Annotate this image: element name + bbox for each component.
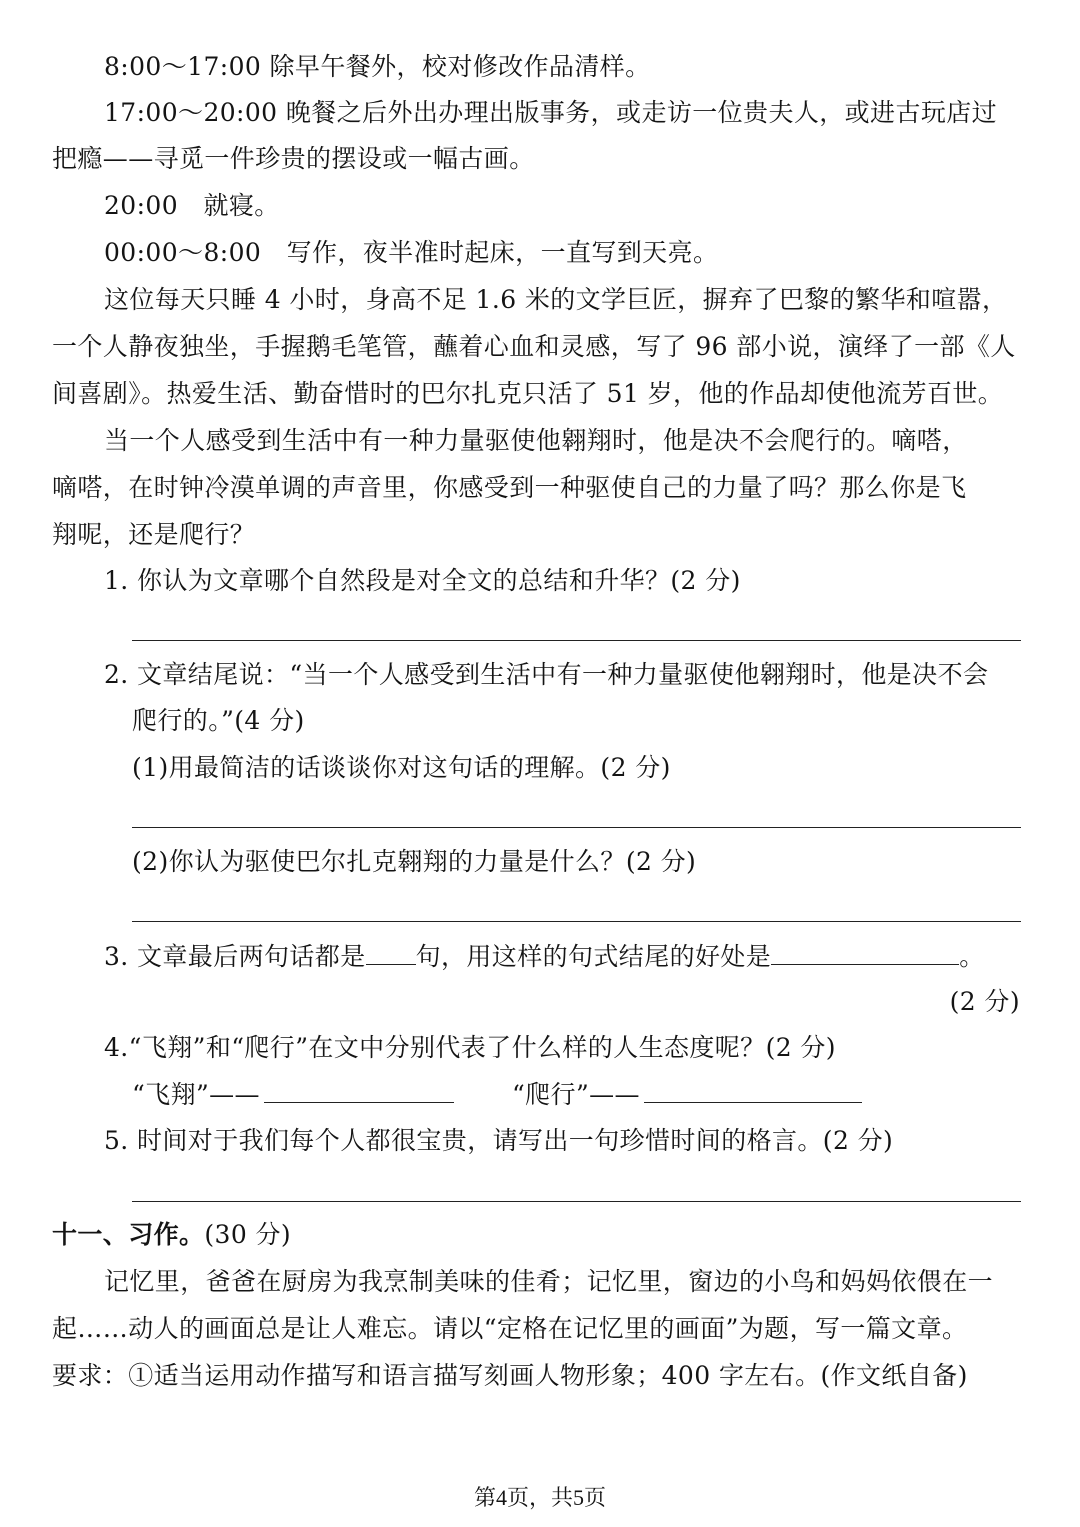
paragraph-line: 翔呢，还是爬行？: [52, 520, 256, 549]
question-4: 4.“飞翔”和“爬行”在文中分别代表了什么样的人生态度呢？(2 分): [104, 1033, 836, 1062]
question-2-cont: 爬行的。”(4 分): [132, 706, 305, 735]
schedule-line: 把瘾——寻觅一件珍贵的摆设或一幅古画。: [52, 144, 535, 173]
schedule-line: 00:00～8:00 写作，夜半准时起床，一直写到天亮。: [104, 238, 719, 267]
essay-prompt-line: 起……动人的画面总是让人难忘。请以“定格在记忆里的画面”为题，写一篇文章。: [52, 1314, 968, 1343]
answer-line-q1[interactable]: [132, 640, 1021, 641]
q4-crawl-label: “爬行”——: [511, 1080, 640, 1109]
question-3-part-2: 句，用这样的句式结尾的好处是: [415, 942, 772, 971]
question-2-sub-2: (2)你认为驱使巴尔扎克翱翔的力量是什么？(2 分): [132, 847, 697, 876]
question-2: 2. 文章结尾说：“当一个人感受到生活中有一种力量驱使他翱翔时，他是决不会: [104, 660, 989, 689]
question-3-part-3: 。: [959, 942, 985, 971]
paragraph-line: 这位每天只睡 4 小时，身高不足 1.6 米的文学巨匠，摒弃了巴黎的繁华和喧嚣，: [104, 285, 1008, 314]
question-2-sub-1: (1)用最简洁的话谈谈你对这句话的理解。(2 分): [132, 753, 671, 782]
question-5: 5. 时间对于我们每个人都很宝贵，请写出一句珍惜时间的格言。(2 分): [104, 1126, 894, 1155]
q4-fly-blank[interactable]: [264, 1080, 454, 1103]
question-4-answers: [132, 1078, 1028, 1112]
q4-crawl-blank[interactable]: [644, 1080, 862, 1103]
q3-blank-benefit[interactable]: [771, 942, 959, 965]
paragraph-line: 当一个人感受到生活中有一种力量驱使他翱翔时，他是决不会爬行的。嘀嗒，: [104, 426, 968, 455]
section-11-heading: [52, 1218, 1028, 1252]
answer-line-q5[interactable]: [132, 1201, 1021, 1202]
essay-prompt-line: 要求：①适当运用动作描写和语言描写刻画人物形象；400 字左右。(作文纸自备): [52, 1361, 968, 1390]
paragraph-line: 间喜剧》。热爱生活、勤奋惜时的巴尔扎克只活了 51 岁，他的作品却使他流芳百世。: [52, 379, 1004, 408]
paragraph-line: 嘀嗒，在时钟冷漠单调的声音里，你感受到一种驱使自己的力量了吗？那么你是飞: [52, 473, 967, 502]
question-3: [104, 940, 1028, 974]
answer-line-q2-2[interactable]: [132, 921, 1021, 922]
q3-blank-sentence-type[interactable]: [366, 942, 416, 965]
question-3-score: (2 分): [949, 987, 1020, 1016]
question-1: 1. 你认为文章哪个自然段是对全文的总结和升华？(2 分): [104, 566, 741, 595]
schedule-line: 8:00～17:00 除早午餐外，校对修改作品清样。: [104, 52, 651, 81]
schedule-line: 20:00 就寝。: [104, 191, 280, 220]
answer-line-q2-1[interactable]: [132, 827, 1021, 828]
essay-prompt-line: 记忆里，爸爸在厨房为我烹制美味的佳肴；记忆里，窗边的小鸟和妈妈依偎在一: [104, 1267, 994, 1296]
section-11-score: (30 分): [204, 1220, 292, 1249]
page-number: 第4页，共5页: [473, 1485, 606, 1510]
question-3-part-1: 3. 文章最后两句话都是: [104, 942, 366, 971]
schedule-line: 17:00～20:00 晚餐之后外出办理出版事务，或走访一位贵夫人，或进古玩店过: [104, 98, 998, 127]
q4-fly-label: “飞翔”——: [132, 1080, 260, 1109]
section-11-title: 十一、习作。: [52, 1220, 205, 1249]
paragraph-line: 一个人静夜独坐，手握鹅毛笔管，蘸着心血和灵感，写了 96 部小说，演绎了一部《人: [52, 332, 1016, 361]
